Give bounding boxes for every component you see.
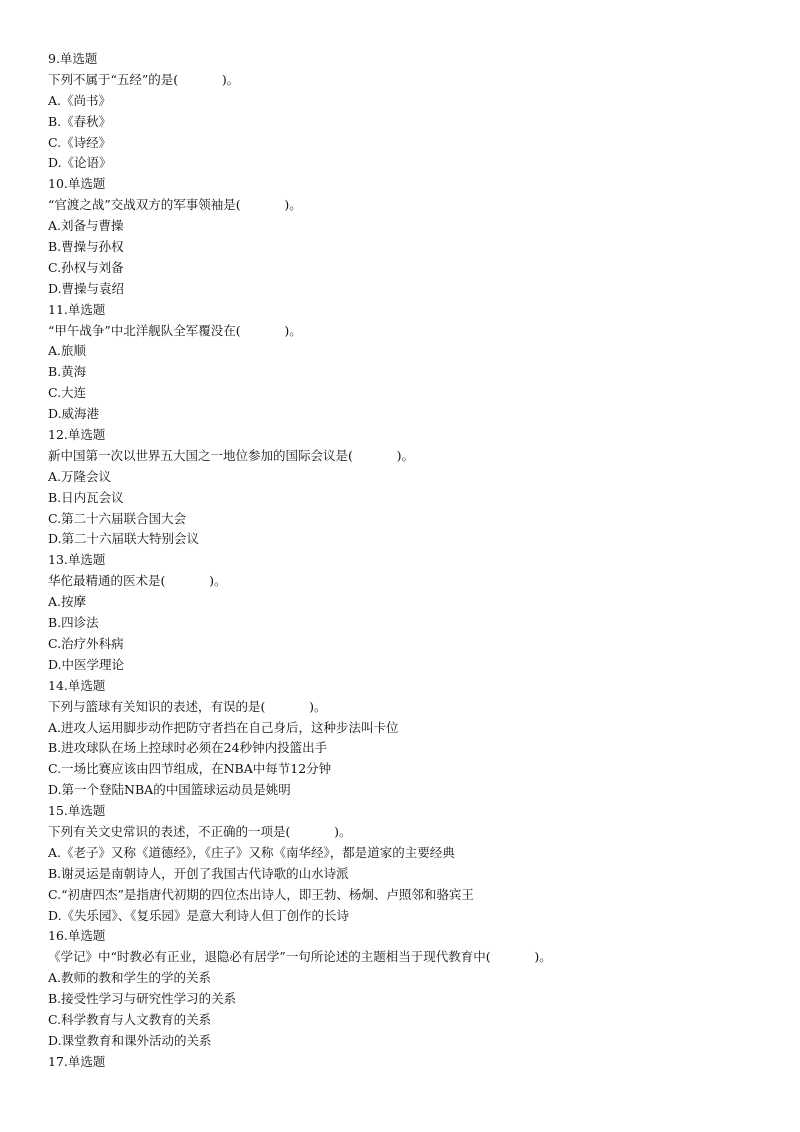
answer-option: B.四诊法 [48, 615, 99, 631]
answer-option: A.旅顺 [48, 343, 87, 359]
answer-option: D.课堂教育和课外活动的关系 [48, 1032, 212, 1048]
answer-option: C.《诗经》 [48, 134, 112, 150]
question-stem: 新中国第一次以世界五大国之一地位参加的国际会议是( )。 [48, 447, 414, 463]
question-number: 11.单选题 [48, 301, 106, 317]
answer-option: A.进攻人运用脚步动作把防守者挡在自己身后，这种步法叫卡位 [48, 719, 399, 735]
answer-option: A.按摩 [48, 594, 87, 610]
answer-option: B.黄海 [48, 364, 87, 380]
question-number: 9.单选题 [48, 51, 98, 66]
answer-option: A.万隆会议 [48, 468, 112, 484]
question-number: 16.单选题 [48, 928, 106, 944]
answer-option: B.曹操与孙权 [48, 239, 124, 255]
question-stem: 下列不属于“五经”的是( )。 [48, 71, 240, 87]
answer-option: C.一场比赛应该由四节组成，在NBA中每节12分钟 [48, 761, 332, 777]
answer-option: C.孙权与刘备 [48, 259, 124, 275]
answer-option: A.刘备与曹操 [48, 218, 124, 234]
answer-option: C.“初唐四杰”是指唐代初期的四位杰出诗人，即王勃、杨炯、卢照邻和骆宾王 [48, 886, 474, 902]
question-number: 14.单选题 [48, 677, 106, 693]
answer-option: D.曹操与袁绍 [48, 280, 125, 296]
question-stem: “甲午战争”中北洋舰队全军覆没在( )。 [48, 322, 302, 338]
answer-option: B.进攻球队在场上控球时必须在24秒钟内投篮出手 [48, 740, 328, 756]
answer-option: B.《春秋》 [48, 113, 112, 129]
question-number: 13.单选题 [48, 552, 106, 568]
answer-option: A.教师的教和学生的学的关系 [48, 970, 212, 986]
question-number: 10.单选题 [48, 176, 106, 192]
question-stem: 华佗最精通的医术是( )。 [48, 573, 227, 589]
answer-option: A.《尚书》 [48, 92, 112, 108]
answer-option: D.第二十六届联大特别会议 [48, 531, 200, 547]
question-number: 17.单选题 [48, 1053, 106, 1069]
answer-option: C.大连 [48, 385, 87, 401]
answer-option: D.第一个登陆NBA的中国篮球运动员是姚明 [48, 782, 291, 798]
answer-option: A.《老子》又称《道德经》，《庄子》又称《南华经》，都是道家的主要经典 [48, 844, 455, 860]
answer-option: B.接受性学习与研究性学习的关系 [48, 991, 237, 1007]
answer-option: D.威海港 [48, 406, 100, 422]
answer-option: C.治疗外科病 [48, 635, 124, 651]
question-stem: 下列有关文史常识的表述，不正确的一项是( )。 [48, 823, 352, 839]
answer-option: C.第二十六届联合国大会 [48, 510, 187, 526]
answer-option: D.《失乐园》、《复乐园》是意大利诗人但丁创作的长诗 [48, 907, 350, 923]
question-stem: “官渡之战”交战双方的军事领袖是( )。 [48, 197, 302, 213]
answer-option: C.科学教育与人文教育的关系 [48, 1011, 212, 1027]
answer-option: D.《论语》 [48, 155, 112, 171]
question-number: 12.单选题 [48, 427, 106, 443]
question-number: 15.单选题 [48, 803, 106, 819]
answer-option: B.谢灵运是南朝诗人，开创了我国古代诗歌的山水诗派 [48, 865, 349, 881]
question-stem: 《学记》中“时教必有正业，退隐必有居学”一句所论述的主题相当于现代教育中( )。 [48, 949, 552, 965]
question-stem: 下列与篮球有关知识的表述，有误的是( )。 [48, 698, 327, 714]
answer-option: B.日内瓦会议 [48, 489, 124, 505]
answer-option: D.中医学理论 [48, 656, 125, 672]
document-page [48, 49, 768, 1073]
